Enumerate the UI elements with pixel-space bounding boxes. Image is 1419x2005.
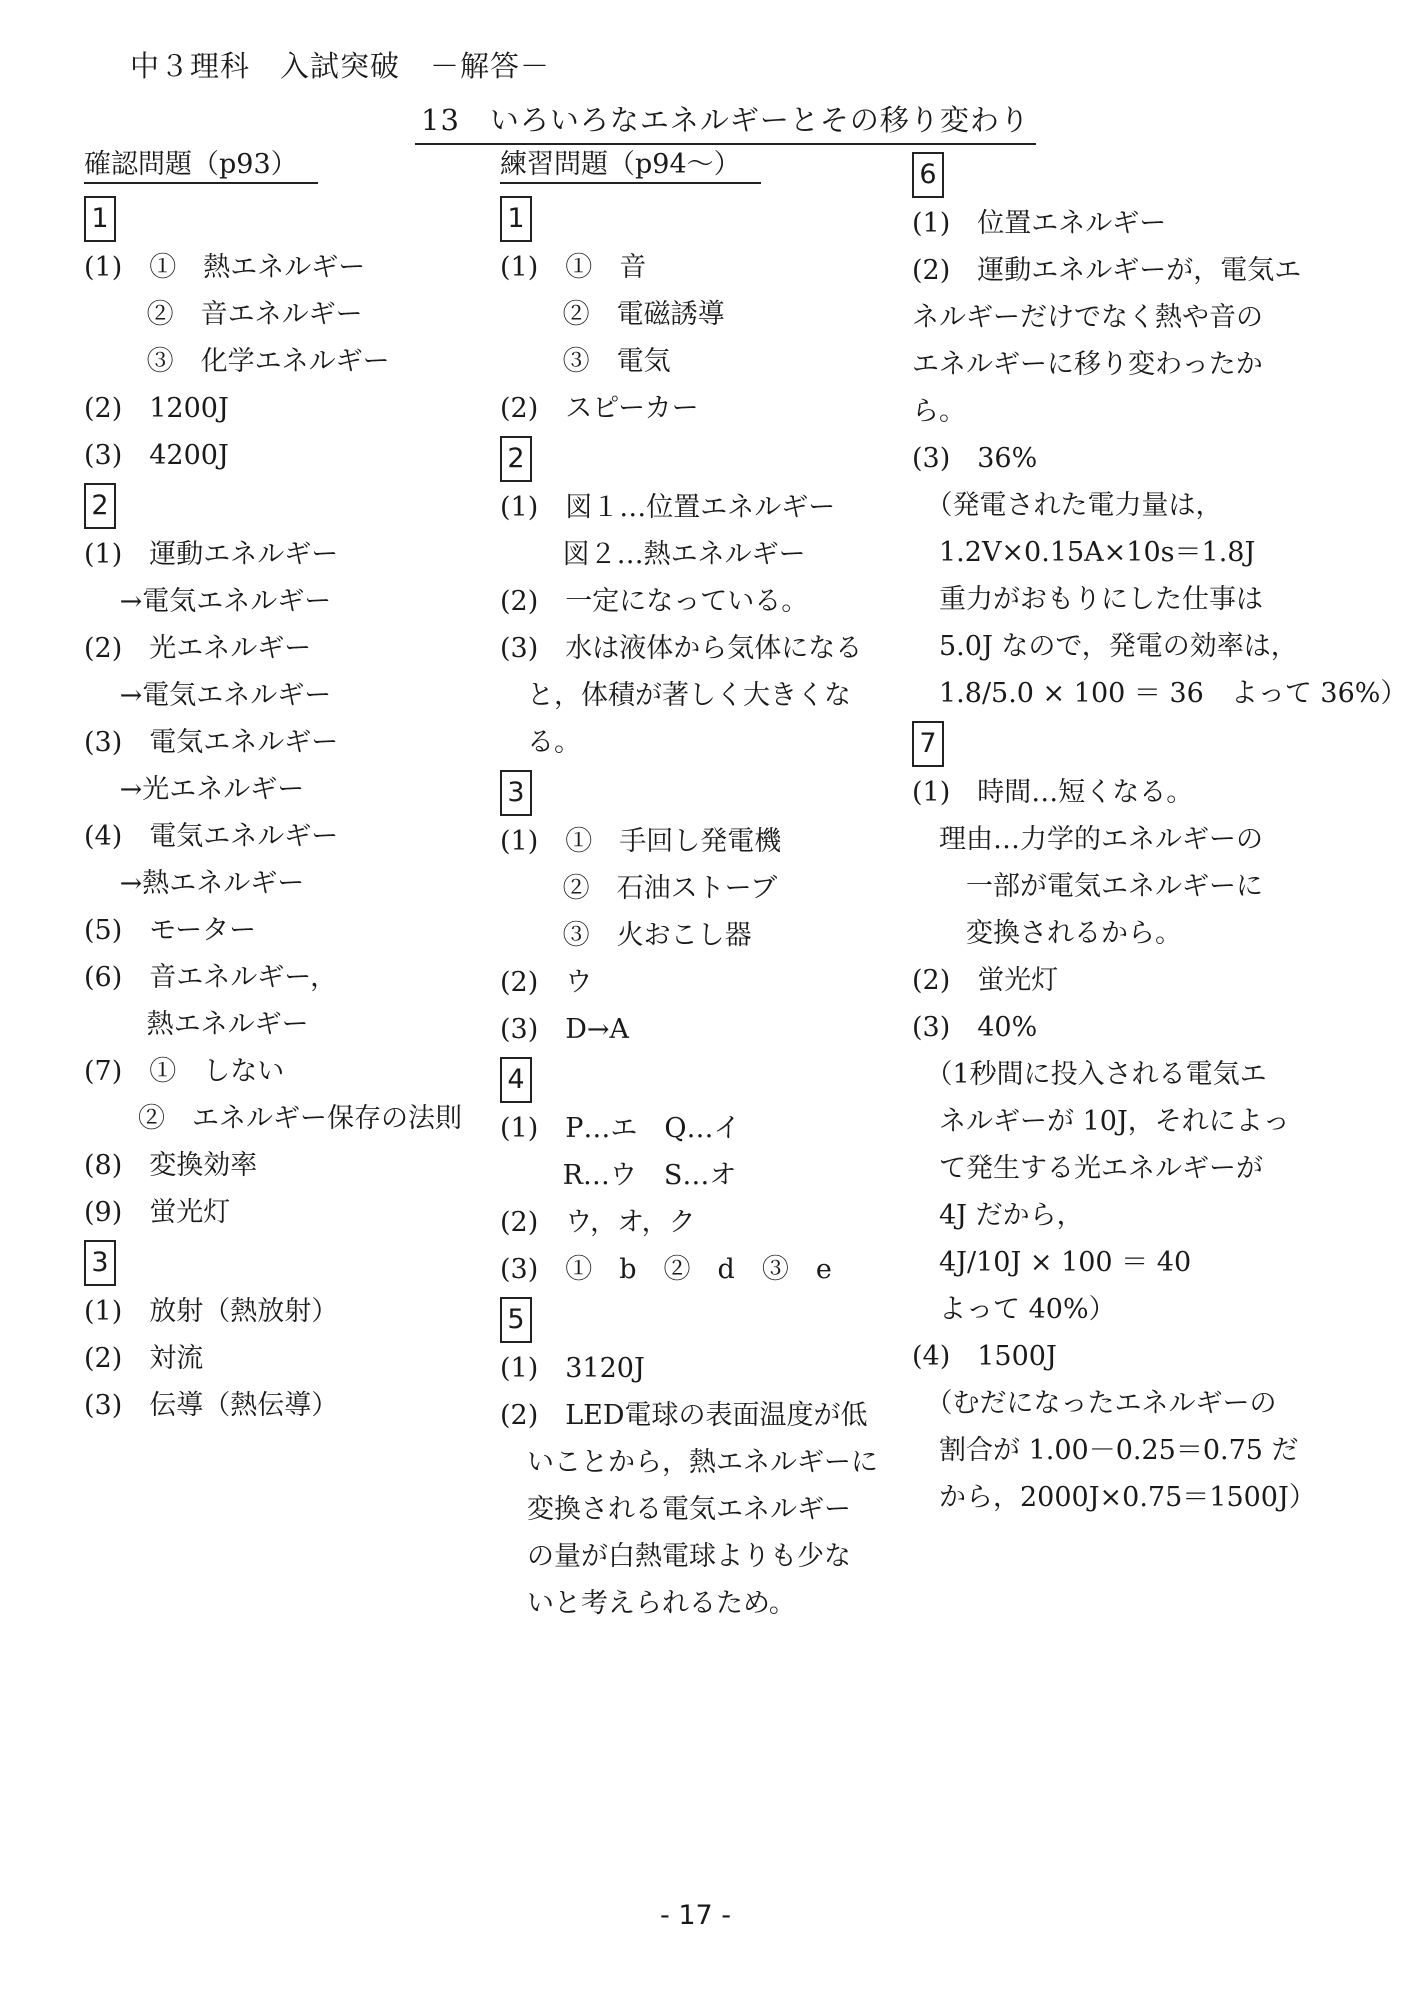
column-practice-cont [912,148,1407,1521]
answer-line: (6) 音エネルギー， [84,962,338,993]
answer-line: →熱エネルギー [84,868,305,899]
answer-line: （発電された電力量は， [912,490,1223,521]
answer-line: (7) ① しない [84,1056,285,1087]
column-confirm [84,148,462,1429]
answer-line: (1) ① 手回し発電機 [500,826,782,857]
answer-line: 重力がおもりにした仕事は [912,584,1263,615]
answer-block [84,192,462,479]
answer-line: ③ 電気 [500,346,671,377]
answer-line: (3) ① b ② d ③ e [500,1254,832,1285]
answer-line: 変換される電気エネルギー [500,1494,851,1525]
page-header: 中３理科 入試突破 －解答－ [130,49,551,83]
answer-line: (2) ウ，オ，ク [500,1207,696,1238]
answer-line: (3) 40% [912,1012,1038,1043]
answer-line: (1) 3120J [500,1353,645,1384]
answer-line: いと考えられるため。 [500,1588,796,1619]
answer-line: （1秒間に投入される電気エ [912,1059,1267,1090]
answer-line: 熱エネルギー [84,1009,309,1040]
answer-line: (2) 蛍光灯 [912,965,1059,996]
answer-line: 割合が 1.00－0.25＝0.75 だ [912,1435,1299,1466]
answer-line: (2) ウ [500,967,593,998]
answer-line: (5) モーター [84,915,257,946]
column-heading: 練習問題（p94～） [500,148,761,184]
answer-line: （むだになったエネルギーの [912,1388,1277,1419]
answer-line: ③ 化学エネルギー [84,346,390,377]
answer-line: (2) 1200J [84,393,229,424]
answer-line: (2) 光エネルギー [84,633,312,664]
answer-line: (8) 変換効率 [84,1150,258,1181]
answer-line: 1.2V×0.15A×10s＝1.8J [912,537,1256,568]
answer-line: (2) 運動エネルギーが，電気エ [912,255,1302,286]
answer-line: (9) 蛍光灯 [84,1197,231,1228]
answer-line: (3) D→A [500,1014,630,1045]
page-number: - 17 - [660,1900,732,1931]
answer-line: ネルギーが 10J，それによっ [912,1106,1290,1137]
answer-block [500,766,878,1053]
column-practice [500,148,878,1627]
answer-line: ら。 [912,396,966,427]
answer-line: (4) 電気エネルギー [84,821,339,852]
answer-block [500,192,878,432]
question-number-box: 1 [84,196,116,242]
answer-line: (2) 対流 [84,1343,204,1374]
answer-line: よって 40%） [912,1294,1116,1325]
answer-line: (2) LED電球の表面温度が低 [500,1400,868,1431]
answer-line: ② 電磁誘導 [500,299,725,330]
answer-line: (1) ① 音 [500,252,647,283]
answer-line: (3) 伝導（熱伝導） [84,1390,339,1421]
question-number-box: 4 [500,1057,532,1103]
question-number-box: 2 [500,436,532,482]
answer-block [500,1293,878,1627]
answer-block [84,1236,462,1429]
question-number-box: 1 [500,196,532,242]
answer-line: 変換されるから。 [912,918,1182,949]
answer-line: ② エネルギー保存の法則 [84,1103,462,1134]
answer-line: る。 [500,727,581,758]
answer-line: (4) 1500J [912,1341,1057,1372]
answer-line: 4J だから， [912,1200,1084,1231]
answer-line: R…ウ S…オ [500,1160,737,1191]
answer-line: て発生する光エネルギーが [912,1153,1263,1184]
answer-block [84,479,462,1236]
answer-line: 理由…力学的エネルギーの [912,824,1263,855]
question-number-box: 3 [84,1240,116,1286]
question-number-box: 5 [500,1297,532,1343]
answer-line: ② 音エネルギー [84,299,363,330]
answer-line: (1) 時間…短くなる。 [912,777,1194,808]
answer-line: (1) 位置エネルギー [912,208,1167,239]
answer-line: の量が白熱電球よりも少な [500,1541,851,1572]
answer-line: →光エネルギー [84,774,305,805]
answer-line: 5.0J なので，発電の効率は， [912,631,1298,662]
answer-block [912,717,1407,1521]
answer-line: ② 石油ストーブ [500,873,778,904]
answer-line: (2) スピーカー [500,393,699,424]
question-number-box: 3 [500,770,532,816]
answer-line: (1) 図１…位置エネルギー [500,492,836,523]
answer-line: (3) 4200J [84,440,229,471]
answer-line: ③ 火おこし器 [500,920,752,951]
answer-block [500,432,878,766]
answer-line: (2) 一定になっている。 [500,586,809,617]
column-heading: 確認問題（p93） [84,148,318,184]
answer-line: から，2000J×0.75＝1500J） [912,1482,1316,1513]
answer-line: (3) 36% [912,443,1038,474]
answer-line: エネルギーに移り変わったか [912,349,1263,380]
answer-line: (3) 水は液体から気体になる [500,633,863,664]
answer-line: 図２…熱エネルギー [500,539,806,570]
question-number-box: 7 [912,721,944,767]
question-number-box: 6 [912,152,944,198]
answer-line: (1) ① 熱エネルギー [84,252,366,283]
answer-line: (1) P…エ Q…イ [500,1113,741,1144]
question-number-box: 2 [84,483,116,529]
answer-block [500,1053,878,1293]
answer-line: いことから，熱エネルギーに [500,1447,878,1478]
answer-line: 4J/10J × 100 ＝ 40 [912,1247,1192,1278]
answer-line: →電気エネルギー [84,680,332,711]
answer-line: →電気エネルギー [84,586,332,617]
answer-line: (1) 放射（熱放射） [84,1296,339,1327]
answer-line: と，体積が著しく大きくな [500,680,851,711]
answer-line: (3) 電気エネルギー [84,727,339,758]
section-title: 13 いろいろなエネルギーとその移り変わり [415,98,1036,145]
answer-line: 1.8/5.0 × 100 ＝ 36 よって 36%） [912,678,1408,709]
answer-block [912,148,1407,717]
answer-line: ネルギーだけでなく熱や音の [912,302,1263,333]
answer-line: (1) 運動エネルギー [84,539,339,570]
answer-line: 一部が電気エネルギーに [912,871,1263,902]
